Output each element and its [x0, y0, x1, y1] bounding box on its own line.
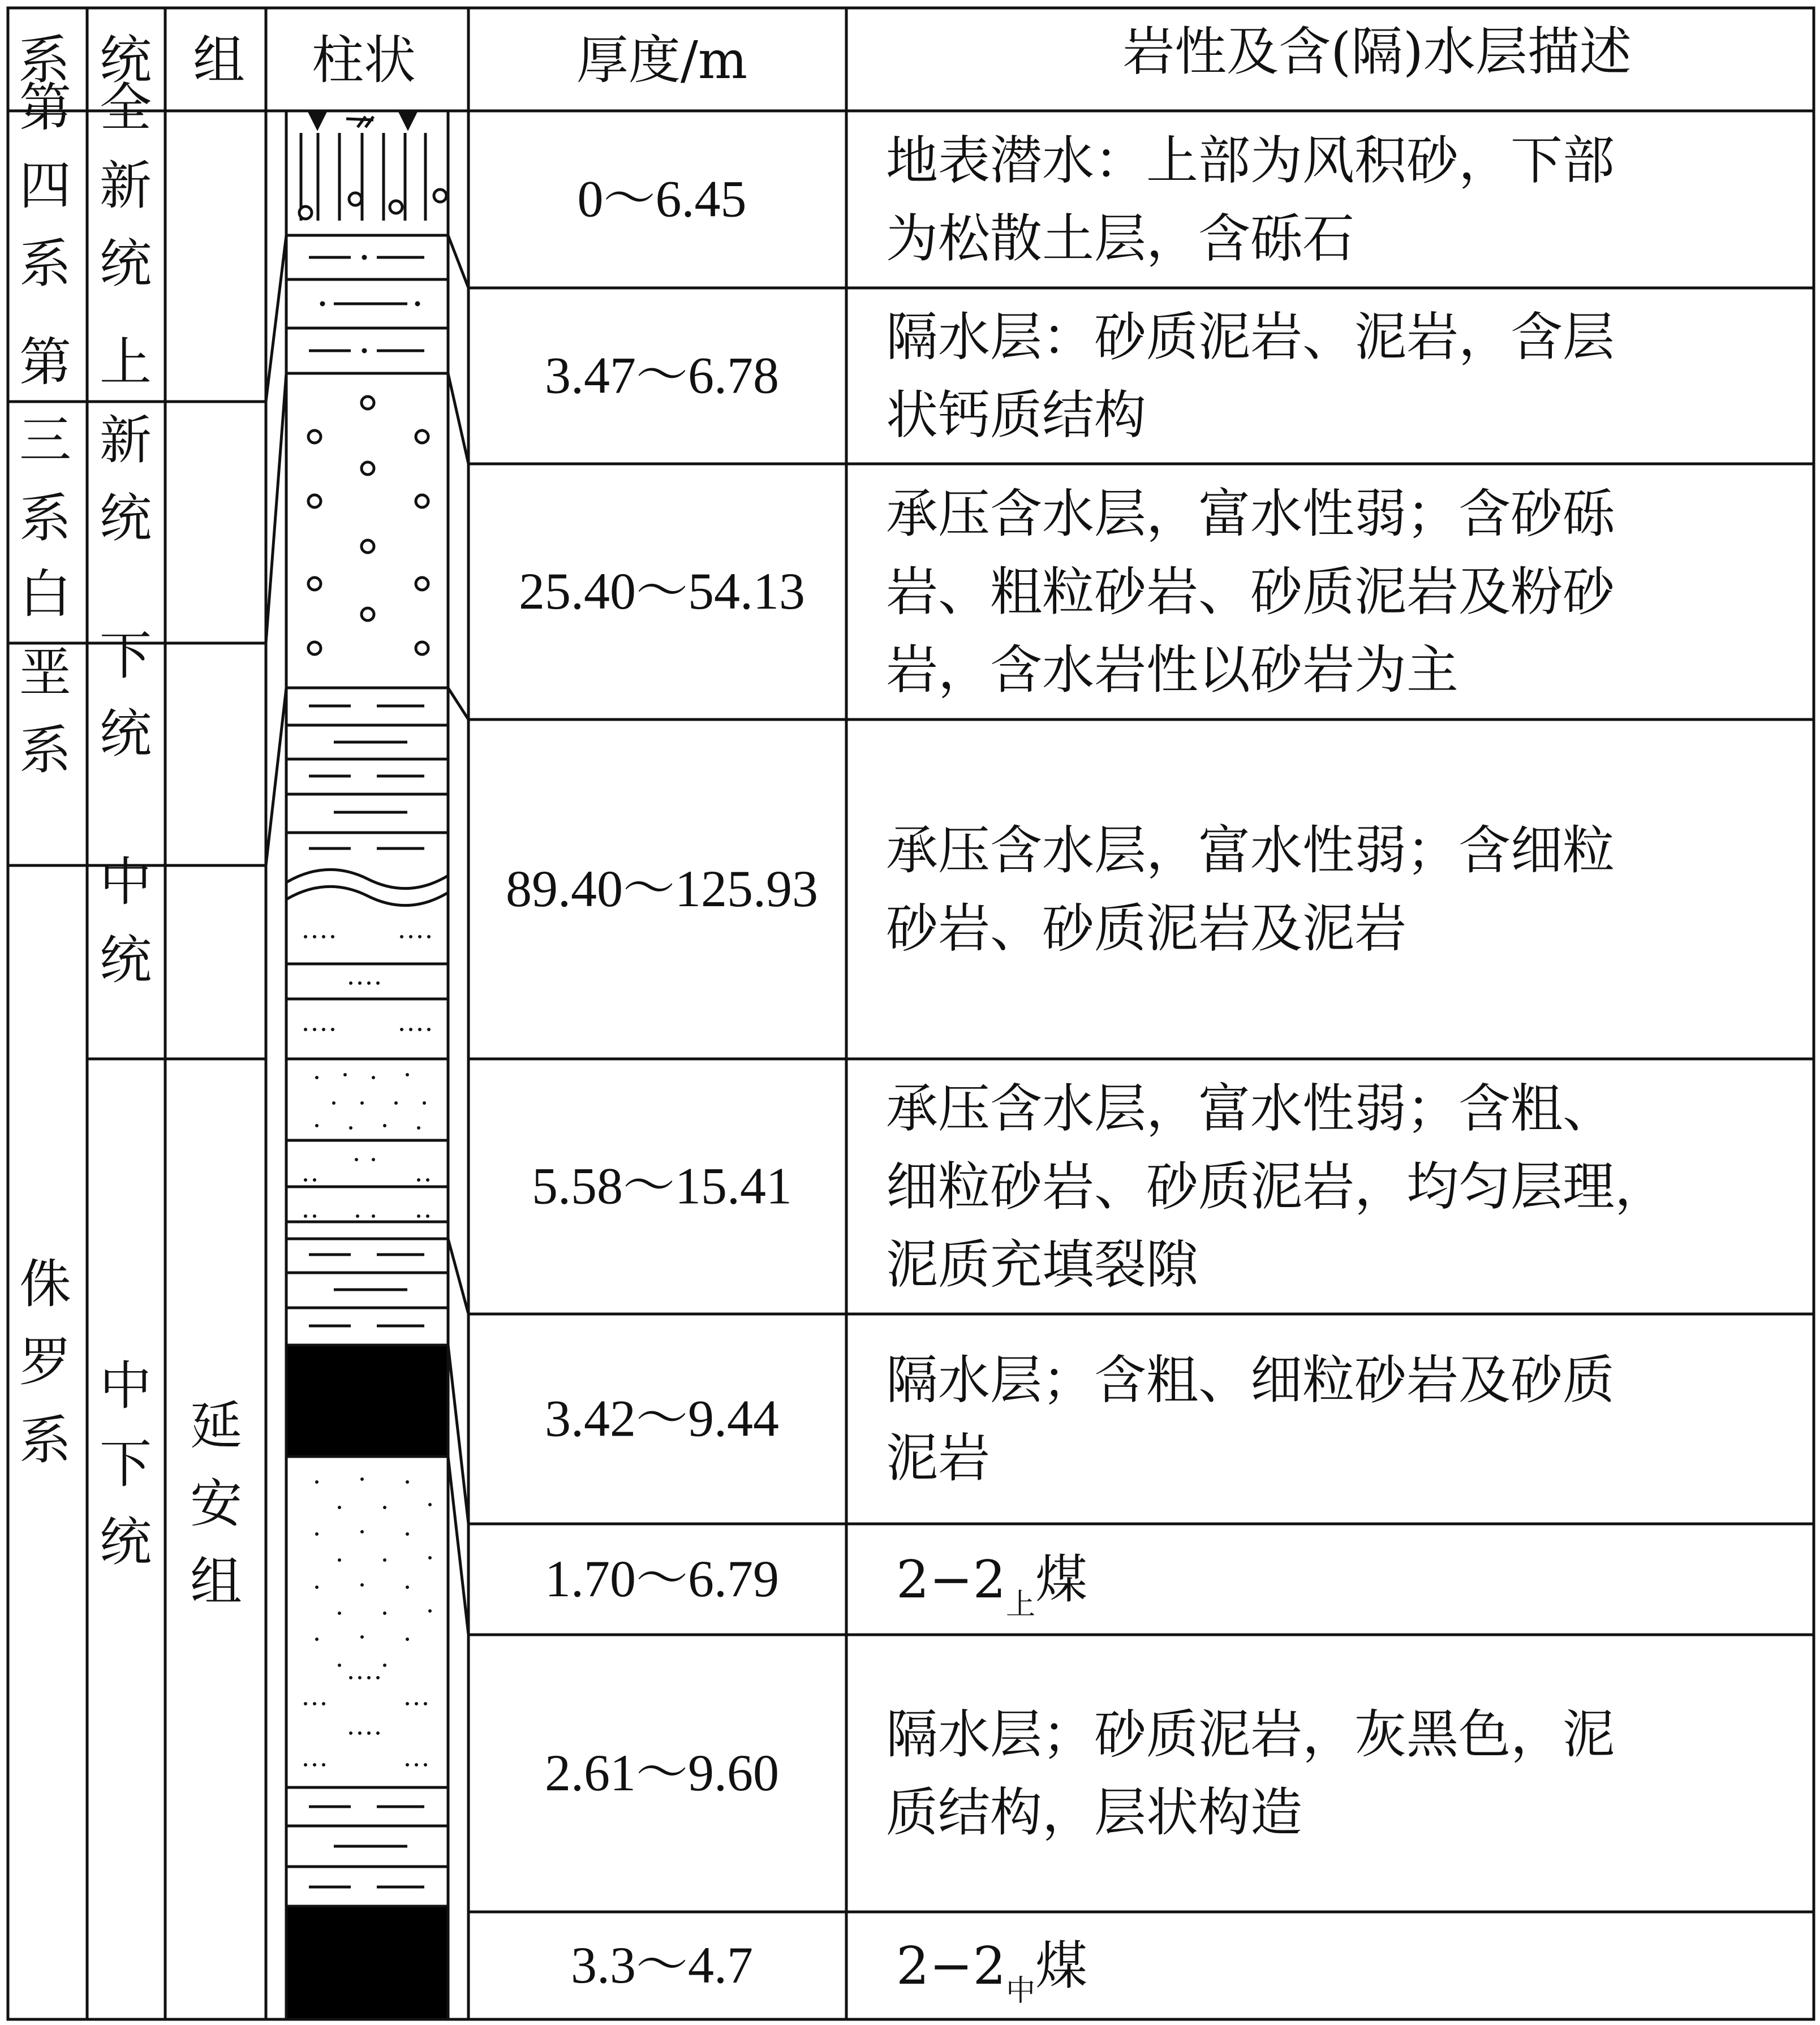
layer-description-line: 状钙质结构 — [886, 385, 1147, 446]
lithology-column — [286, 111, 448, 2019]
layer-description-line: 承压含水层，富水性弱；含粗、 — [886, 1078, 1615, 1139]
layer-description-line: 泥质充填裂隙 — [886, 1234, 1199, 1295]
layer-description-line: 承压含水层，富水性弱；含细粒 — [886, 820, 1615, 881]
formation-labels — [190, 1395, 242, 1612]
header-formation: 组 — [192, 30, 246, 91]
layer-thickness: 2.61～9.60 — [545, 1744, 779, 1802]
connector-2 — [448, 373, 468, 464]
connector-4 — [448, 1239, 468, 1314]
series-holocene — [100, 77, 152, 294]
vertical-char: 系 — [19, 720, 72, 781]
coal-seam-subscript: 上 — [1006, 1588, 1036, 1622]
layer-thickness: 25.40～54.13 — [519, 562, 805, 620]
vertical-char: 新 — [99, 410, 152, 471]
coal-seam-suffix: 煤 — [1035, 1936, 1088, 1996]
vertical-char: 统 — [99, 488, 152, 549]
series-lower — [100, 626, 152, 764]
header-row — [18, 21, 1632, 91]
vertical-char: 系 — [19, 234, 72, 294]
header-series: 统 — [99, 30, 152, 91]
vertical-char: 新 — [99, 156, 152, 216]
layer-thickness: 0～6.45 — [577, 170, 747, 228]
vertical-char: 系 — [19, 488, 72, 549]
vertical-char: 延 — [190, 1395, 243, 1456]
vertical-char: 垩 — [19, 642, 72, 703]
layer-description-line: 为松散土层，含砾石 — [886, 208, 1355, 269]
connector-6 — [448, 1457, 468, 1635]
header-description: 岩性及含(隔)水层描述 — [1122, 21, 1632, 82]
formation-yanan — [190, 1395, 242, 1612]
litho-coal-seam-middle — [286, 1906, 448, 2019]
vertical-char: 侏 — [19, 1254, 72, 1315]
vertical-char: 下 — [99, 1434, 152, 1494]
layer-description-line: 承压含水层，富水性弱；含砂砾 — [886, 484, 1615, 544]
system-cretaceous — [19, 564, 71, 781]
connector-left-3 — [266, 688, 286, 865]
layer-description-line: 地表潜水：上部为风积砂，下部 — [886, 130, 1615, 191]
header-column: 柱状 — [311, 30, 416, 91]
connector-5 — [448, 1345, 468, 1524]
vertical-char: 上 — [99, 332, 152, 393]
layer-thickness: 1.70～6.79 — [545, 1550, 779, 1608]
coal-seam-suffix: 煤 — [1035, 1549, 1088, 1610]
layer-thickness: 89.40～125.93 — [506, 860, 818, 917]
vertical-char: 中 — [99, 1356, 152, 1416]
vertical-char: 白 — [19, 564, 72, 624]
layer-description-line: 隔水层；砂质泥岩，灰黑色，泥 — [886, 1704, 1615, 1765]
header-thickness: 厚度/m — [576, 30, 748, 91]
layer-description-line: 泥岩 — [886, 1428, 991, 1489]
series-labels — [100, 77, 152, 1572]
connector-1 — [448, 235, 468, 288]
system-jurassic — [19, 1254, 71, 1471]
layer-rows — [506, 131, 1667, 2009]
header-system: 系 — [18, 30, 71, 91]
system-quaternary — [19, 77, 71, 294]
series-middle — [100, 852, 152, 990]
layer-description-line: $2-2_中$煤 — [896, 1936, 1088, 2008]
layer-thickness: 5.58～15.41 — [532, 1157, 792, 1215]
vertical-char: 三 — [19, 410, 72, 471]
layer-thickness: 3.3～4.7 — [571, 1936, 753, 1994]
vertical-char: 安 — [190, 1473, 243, 1534]
vertical-char: 统 — [99, 930, 152, 990]
vertical-char: 下 — [99, 626, 152, 686]
series-middle-lower — [100, 1356, 152, 1572]
layer-description-line: 隔水层；含粗、细粒砂岩及砂质 — [886, 1350, 1615, 1411]
vertical-char: 四 — [19, 156, 72, 216]
vertical-char: 组 — [190, 1552, 243, 1612]
vertical-char: 统 — [99, 704, 152, 764]
vertical-char: 全 — [99, 77, 152, 138]
vertical-char: 第 — [19, 332, 72, 393]
layer-description-line: 砂岩、砂质泥岩及泥岩 — [886, 898, 1407, 959]
layer-description-line: $2-2_上$煤 — [896, 1549, 1088, 1622]
vertical-char: 中 — [99, 852, 152, 912]
layer-thickness: 3.47～6.78 — [545, 346, 779, 404]
layer-thickness: 3.42～9.44 — [545, 1389, 779, 1447]
system-labels — [19, 77, 71, 1471]
layer-description-line: 细粒砂岩、砂质泥岩，均匀层理， — [886, 1156, 1667, 1217]
vertical-char: 系 — [19, 1410, 72, 1471]
vertical-char: 第 — [19, 77, 72, 138]
series-pliocene — [100, 332, 152, 549]
layer-description-line: 岩，含水岩性以砂岩为主 — [886, 640, 1459, 700]
vertical-char: 罗 — [19, 1332, 72, 1393]
vertical-char: 统 — [99, 1512, 152, 1572]
system-tertiary — [19, 332, 71, 549]
vertical-char: 统 — [99, 234, 152, 294]
layer-description-line: 隔水层：砂质泥岩、泥岩，含层 — [886, 307, 1615, 368]
litho-coal-seam-upper — [286, 1345, 448, 1457]
layer-description-line: 质结构，层状构造 — [886, 1782, 1303, 1843]
connector-left-2 — [266, 373, 286, 643]
coal-seam-subscript: 中 — [1006, 1974, 1036, 2008]
connector-left-1 — [266, 235, 286, 402]
layer-description-line: 岩、粗粒砂岩、砂质泥岩及粉砂 — [886, 562, 1615, 622]
connector-3 — [448, 688, 468, 719]
